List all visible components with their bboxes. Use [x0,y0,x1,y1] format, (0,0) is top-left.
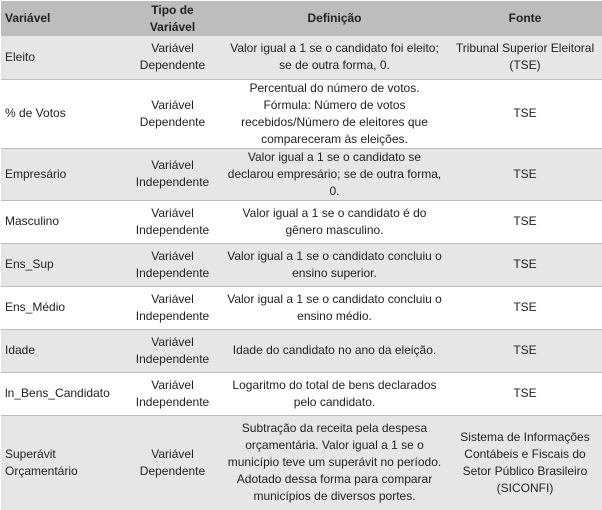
cell-tipo: Variável Independente [135,291,210,323]
variables-table [1,1,602,510]
header-fonte: Fonte [508,11,542,25]
cell-variavel: Ens_Sup [5,257,54,271]
cell-tipo: Variável Independente [135,248,210,280]
table-row [1,79,602,148]
cell-fonte: TSE [513,386,537,400]
table-row [1,148,602,200]
cell-definicao: Valor igual a 1 se o candidato foi eleito; se de outra forma, 0. [230,41,439,73]
cell-tipo: Variável Independente [135,377,210,409]
cell-variavel: Idade [5,343,36,357]
cell-definicao: Logaritmo do total de bens declarados pelo candidato. [232,377,437,409]
cell-fonte: TSE [513,257,537,271]
cell-tipo: Variável Dependente [139,41,206,73]
cell-definicao: Percentual do número de votos. Fórmula: Número de votos recebidos/Número de eleitores que compareceram às eleições. [241,80,428,146]
cell-variavel: ln_Bens_Candidato [5,386,110,400]
cell-fonte: Tribunal Superior Eleitoral (TSE) [455,41,595,73]
cell-tipo: Variável Independente [135,158,210,189]
cell-definicao: Subtração da receita pela despesa orçamentária. Valor igual a 1 se o município teve um superávit no período. Adotado dessa forma para comparar municípios de diversos portes. [227,421,442,504]
cell-variavel: % de Votos [5,106,66,120]
table-row [1,243,602,286]
cell-tipo: Variável Independente [135,334,210,366]
header-tipo: Tipo de Variável [149,2,196,34]
cell-variavel: Empresário [5,166,67,181]
cell-fonte: TSE [513,106,537,120]
cell-fonte: Sistema de Informações Contábeis e Fiscais do Setor Público Brasileiro (SICONFI) [460,429,590,495]
table-row [1,200,602,243]
table-row [1,415,602,510]
cell-fonte: TSE [513,300,537,314]
header-definicao: Definição [307,11,362,25]
table-row [1,329,602,372]
cell-fonte: TSE [513,166,537,181]
cell-definicao: Valor igual a 1 se o candidato é do gênero masculino. [242,205,427,237]
cell-definicao: Valor igual a 1 se o candidato concluiu o ensino médio. [227,291,442,323]
table-row [1,286,602,329]
cell-variavel: Masculino [5,214,60,228]
cell-definicao: Valor igual a 1 se o candidato concluiu o ensino superior. [227,248,442,280]
cell-definicao: Idade do candidato no ano da eleição. [232,343,437,357]
cell-tipo: Variável Independente [135,205,210,237]
cell-variavel: Eleito [5,49,36,64]
header-variavel: Variável [5,11,51,25]
table-row [1,372,602,415]
cell-fonte: TSE [513,343,537,357]
cell-variavel: Superávit Orçamentário [5,446,78,478]
cell-fonte: TSE [513,214,537,228]
cell-definicao: Valor igual a 1 se o candidato se declarou empresário; se de outra forma, 0. [227,149,442,198]
cell-tipo: Variável Dependente [139,97,206,129]
cell-variavel: Ens_Médio [5,300,66,314]
table-row [1,36,602,79]
cell-tipo: Variável Dependente [139,446,206,478]
table-header-row [1,1,602,36]
